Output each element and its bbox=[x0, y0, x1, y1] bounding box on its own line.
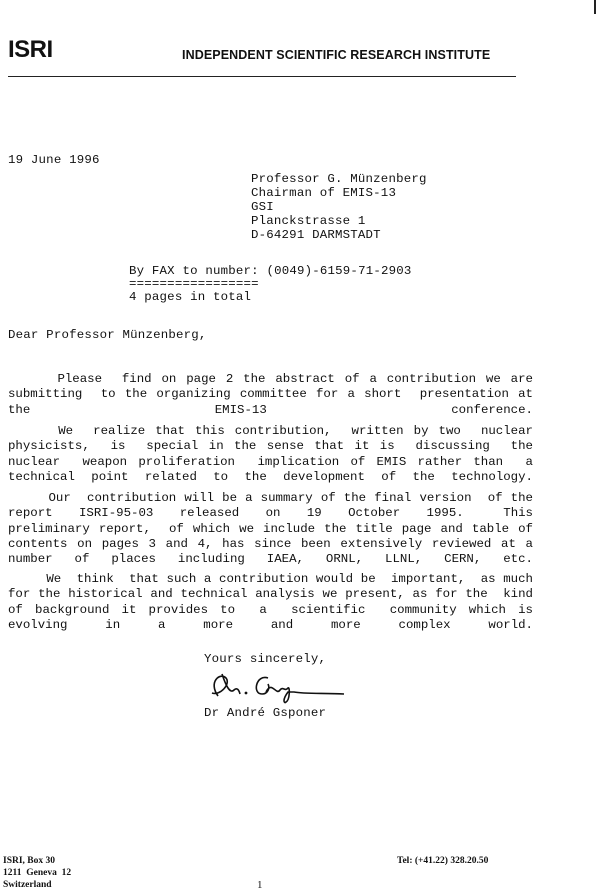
closing: Yours sincerely, bbox=[204, 652, 327, 666]
paragraph-2: We realize that this contribution, written by two nuclear physicists, is special in the sense that it is discussing the nuclear weapon proliferation implication of EMIS rather than a technical point related to the development of the technology. bbox=[8, 424, 541, 484]
recipient-org: GSI bbox=[251, 200, 274, 214]
paragraph-3: Our contribution will be a summary of the final version of the report ISRI-95-03 released on 19 October 1995. This preliminary report, of which we include the title page and table of contents on pages 3 and 4, has since been extensively reviewed at a number of places including IAEA, ORNL, LLNL, CERN, etc. bbox=[8, 491, 556, 567]
salutation: Dear Professor Münzenberg, bbox=[8, 328, 207, 342]
edge-mark bbox=[594, 0, 596, 14]
footer-phone: Tel: (+41.22) 328.20.50 bbox=[397, 856, 489, 866]
logo: ISRI bbox=[8, 36, 53, 63]
recipient-name: Professor G. Münzenberg bbox=[251, 172, 427, 186]
page-number: 1 bbox=[257, 879, 263, 891]
paragraph-4: We think that such a contribution would be important, as much for the historical and technical analysis we present, as for the kind of background it provides to a scientific community which is evolving in a more and more complex world. bbox=[8, 572, 548, 632]
page-count: 4 pages in total bbox=[129, 290, 252, 304]
recipient-title: Chairman of EMIS-13 bbox=[251, 186, 397, 200]
letter-date: 19 June 1996 bbox=[8, 153, 100, 167]
signature-image bbox=[204, 666, 354, 710]
footer-address-line3: Switzerland bbox=[3, 880, 52, 890]
signer-name: Dr André Gsponer bbox=[204, 706, 327, 720]
organization-name: INDEPENDENT SCIENTIFIC RESEARCH INSTITUTE bbox=[182, 48, 491, 62]
footer-address-line2: 1211 Geneva 12 bbox=[3, 868, 72, 878]
fax-underline: ================= bbox=[129, 277, 259, 291]
header-rule bbox=[8, 76, 516, 77]
footer-address-line1: ISRI, Box 30 bbox=[3, 856, 55, 866]
paragraph-1: Please find on page 2 the abstract of a contribution we are submitting to the organizing committee for a short presentation at the EMIS-13 conference. bbox=[8, 372, 541, 417]
recipient-street: Planckstrasse 1 bbox=[251, 214, 366, 228]
recipient-city: D-64291 DARMSTADT bbox=[251, 228, 381, 242]
fax-number-line: By FAX to number: (0049)-6159-71-2903 bbox=[129, 264, 412, 278]
